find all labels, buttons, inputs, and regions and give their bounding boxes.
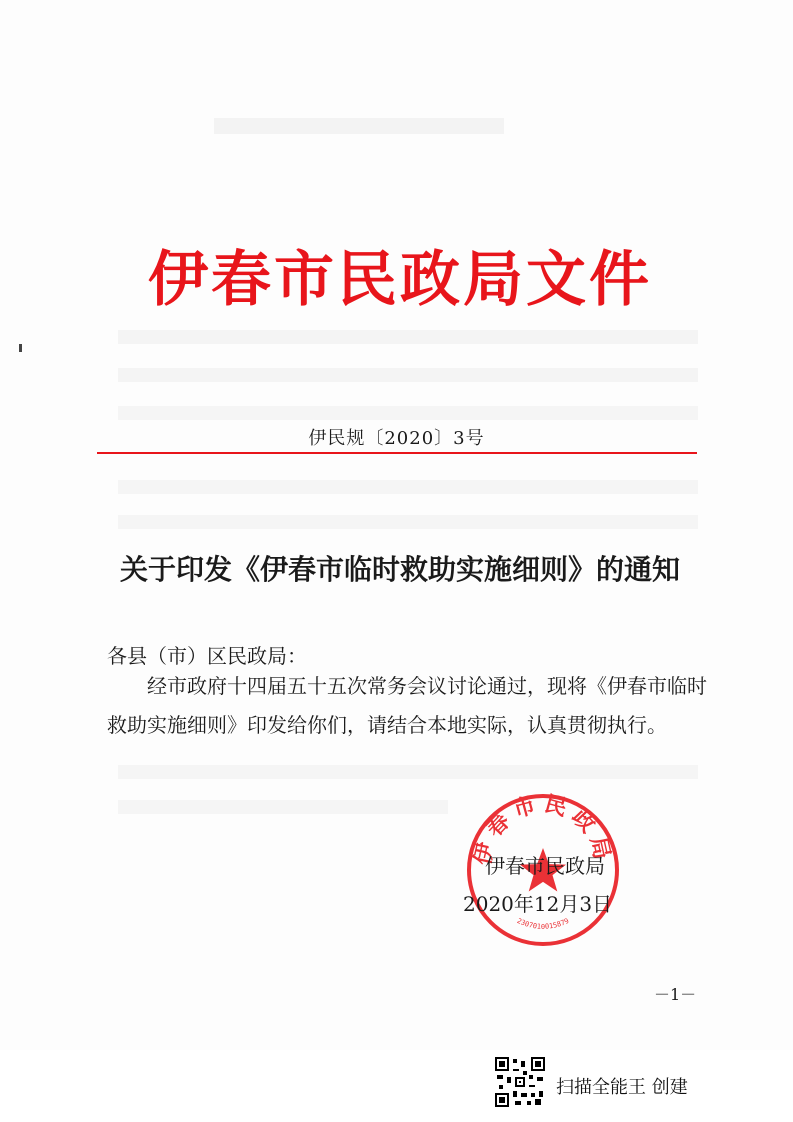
document-number: 伊民规〔2020〕3号 xyxy=(308,428,485,449)
notice-title: 关于印发《伊春市临时救助实施细则》的通知 xyxy=(119,553,680,586)
scanner-brand-label: 扫描全能王 创建 xyxy=(556,1077,688,1098)
seal-serial: 2307010015879 xyxy=(515,916,571,931)
qr-code-icon xyxy=(495,1057,545,1107)
issuer-name: 伊春市民政局 xyxy=(485,854,605,878)
show-through-line xyxy=(118,800,448,814)
document-header-title: 伊春市民政局文件 xyxy=(148,245,652,315)
issue-date: 2020年12月3日 xyxy=(463,892,613,916)
seal-arc-text: 伊春市民政局 xyxy=(470,791,616,868)
svg-text:2307010015879 xyxy=(516,917,571,931)
red-separator-line xyxy=(97,452,697,454)
show-through-line xyxy=(118,515,698,529)
show-through-line xyxy=(118,330,698,344)
show-through-line xyxy=(118,406,698,420)
body-paragraph: 经市政府十四届五十五次常务会议讨论通过，现将《伊春市临时救助实施细则》印发给你们，请结合本地实际，认真贯彻执行。 xyxy=(107,674,707,737)
salutation: 各县（市）区民政局： xyxy=(107,644,307,668)
scan-edge-mark xyxy=(19,344,22,352)
page-number: －1－ xyxy=(654,985,697,1004)
show-through-line xyxy=(118,765,698,779)
show-through-line xyxy=(118,368,698,382)
show-through-line xyxy=(118,480,698,494)
show-through-line xyxy=(214,118,504,134)
